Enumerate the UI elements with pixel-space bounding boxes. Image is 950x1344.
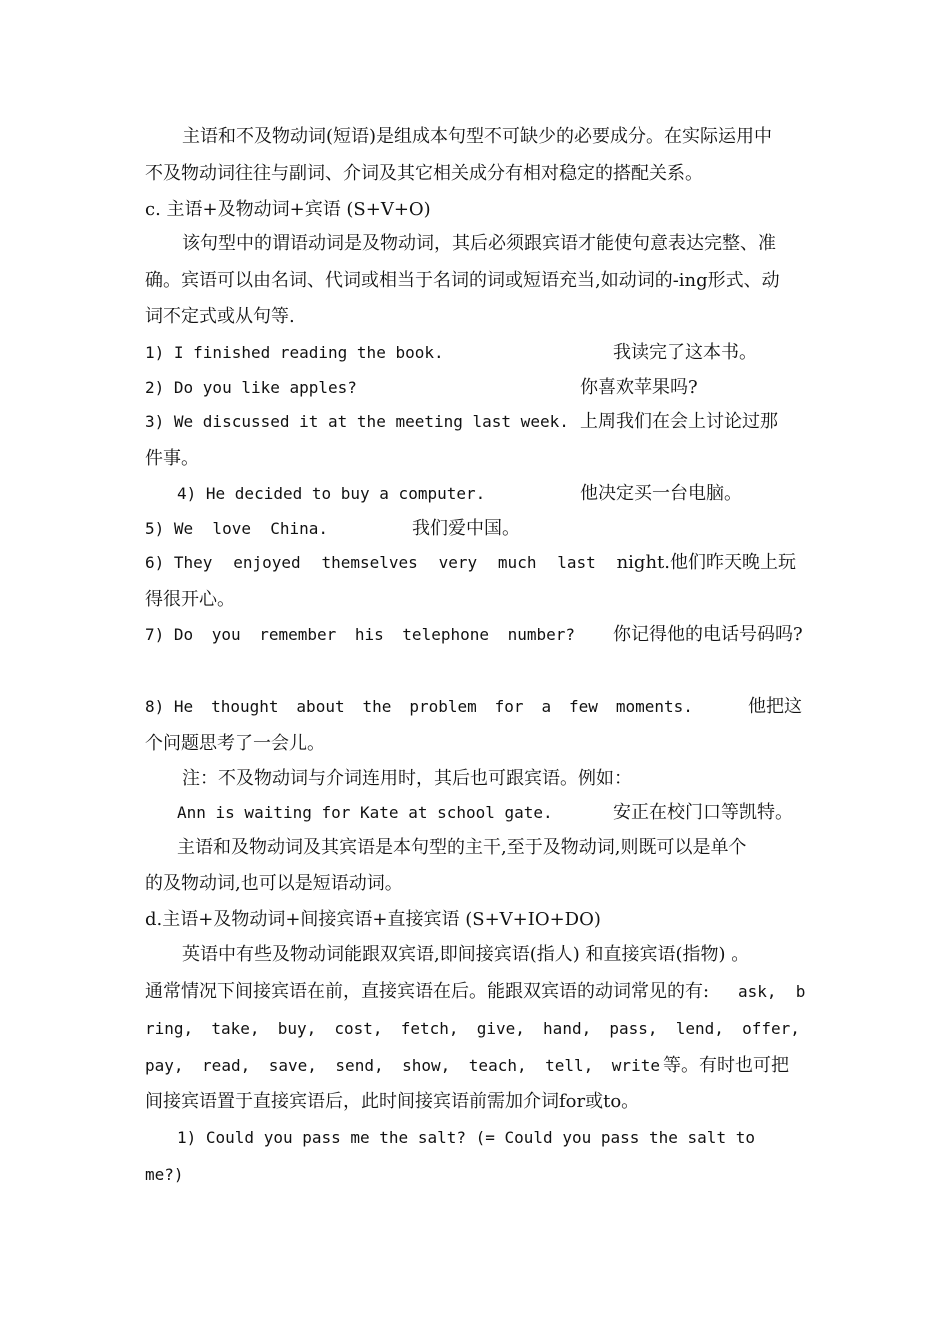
- word: cost,: [334, 1019, 383, 1038]
- text-line: 主语和不及物动词(短语)是组成本句型不可缺少的必要成分。在实际运用中: [182, 126, 773, 147]
- verb-list-line: [0, 1051, 950, 1081]
- example-chinese: 你记得他的电话号码吗?: [613, 624, 803, 645]
- word: lend,: [675, 1019, 724, 1038]
- example-row: [0, 514, 950, 544]
- word: pass,: [609, 1019, 658, 1038]
- heading-text: d.主语+及物动词+间接宾语+直接宾语 (S+V+IO+DO): [145, 909, 601, 930]
- verb-list-justified: [145, 1014, 800, 1044]
- word: offer,: [742, 1019, 800, 1038]
- section-heading-d: [0, 905, 950, 935]
- example-english-cont: me?): [145, 1165, 184, 1184]
- word: last: [557, 553, 596, 572]
- word: you: [211, 625, 241, 644]
- word: teach,: [468, 1056, 527, 1075]
- word: about: [296, 697, 345, 716]
- example-row: [0, 479, 950, 509]
- text-line: 不及物动词往往与副词、介词及其它相关成分有相对稳定的搭配关系。: [145, 163, 703, 184]
- example-row: [0, 692, 950, 722]
- text-line: 确。宾语可以由名词、代词或相当于名词的词或短语充当,如动词的-ing形式、动: [145, 270, 780, 291]
- verb-list-line: [0, 1014, 950, 1044]
- word: buy,: [277, 1019, 317, 1038]
- example-row: [0, 620, 950, 650]
- paragraph-line: [0, 122, 950, 152]
- example-chinese: 安正在校门口等凯特。: [613, 802, 793, 823]
- word: a: [541, 697, 552, 716]
- text-line: 主语和及物动词及其宾语是本句型的主干,至于及物动词,则既可以是单个: [177, 837, 747, 858]
- word: enjoyed: [233, 553, 301, 572]
- example-continuation: [0, 729, 950, 759]
- word: themselves: [321, 553, 418, 572]
- example-continuation: [0, 1160, 950, 1190]
- word: much: [497, 553, 537, 572]
- word: send,: [335, 1056, 384, 1075]
- text-line: 通常情况下间接宾语在前，直接宾语在后。能跟双宾语的动词常见的有:: [145, 981, 710, 1002]
- text-line-english: ask, b: [738, 982, 806, 1001]
- example-english: 2) Do you like apples?: [145, 378, 357, 397]
- paragraph-line: [0, 159, 950, 189]
- paragraph-line: [0, 302, 950, 332]
- example-row: [0, 798, 950, 828]
- word: problem: [409, 697, 477, 716]
- word: take,: [211, 1019, 260, 1038]
- example-row: [0, 338, 950, 368]
- word: remember: [259, 625, 337, 644]
- example-english: Ann is waiting for Kate at school gate.: [177, 803, 553, 822]
- word: give,: [476, 1019, 525, 1038]
- text-line: 间接宾语置于直接宾语后，此时间接宾语前需加介词for或to。: [145, 1091, 640, 1112]
- example-row: [0, 407, 950, 437]
- example-chinese: 你喜欢苹果吗?: [580, 377, 698, 398]
- text-line: 的及物动词,也可以是短语动词。: [145, 873, 403, 894]
- word: hand,: [543, 1019, 592, 1038]
- paragraph-line: [0, 1087, 950, 1117]
- note-text: 注：不及物动词与介词连用时，其后也可跟宾语。例如：: [182, 768, 632, 789]
- example-chinese: 我读完了这本书。: [613, 342, 757, 363]
- example-english: 5) We love China.: [145, 519, 329, 538]
- text-line: 英语中有些及物动词能跟双宾语,即间接宾语(指人) 和直接宾语(指物) 。: [182, 944, 750, 965]
- word: tell,: [545, 1056, 594, 1075]
- word: 7) Do: [145, 625, 194, 644]
- example-english-justified: [145, 620, 575, 650]
- word: pay,: [145, 1056, 184, 1075]
- word: moments.: [615, 697, 693, 716]
- word: show,: [402, 1056, 451, 1075]
- example-english: 1) Could you pass me the salt? (= Could you pass the salt to: [177, 1128, 755, 1147]
- text-line: 等。有时也可把: [663, 1055, 789, 1076]
- note-line: [0, 764, 950, 794]
- example-chinese: 他决定买一台电脑。: [580, 483, 742, 504]
- word: thought: [211, 697, 279, 716]
- word: ring,: [145, 1019, 194, 1038]
- paragraph-line: [0, 229, 950, 259]
- text-line: 词不定式或从句等.: [145, 306, 295, 327]
- word: write: [611, 1056, 660, 1075]
- word: read,: [202, 1056, 251, 1075]
- example-chinese-cont: 个问题思考了一会儿。: [145, 733, 325, 754]
- word: number?: [507, 625, 575, 644]
- word: very: [438, 553, 478, 572]
- example-row: [0, 373, 950, 403]
- paragraph-line: [0, 266, 950, 296]
- word: 8) He: [145, 697, 194, 716]
- paragraph-line: [0, 940, 950, 970]
- example-chinese-cont: 件事。: [145, 448, 199, 469]
- word: for: [494, 697, 524, 716]
- word: save,: [268, 1056, 317, 1075]
- verb-list-justified: [145, 1051, 660, 1081]
- example-english: 1) I finished reading the book.: [145, 343, 444, 362]
- example-chinese-cont: 得很开心。: [145, 589, 235, 610]
- heading-text: c. 主语+及物动词+宾语 (S+V+O): [145, 199, 431, 220]
- example-english: 4) He decided to buy a computer.: [177, 484, 486, 503]
- example-english-justified: [145, 692, 693, 722]
- paragraph-line: [0, 833, 950, 863]
- example-continuation: [0, 444, 950, 474]
- paragraph-line: [0, 869, 950, 899]
- example-english: 3) We discussed it at the meeting last week.: [145, 412, 569, 431]
- word: telephone: [402, 625, 489, 644]
- example-row: [0, 1123, 950, 1153]
- word: few: [569, 697, 598, 716]
- word-mixed: night.他们昨天晚上玩: [616, 552, 796, 573]
- text-line: 该句型中的谓语动词是及物动词，其后必须跟宾语才能使句意表达完整、准: [182, 233, 776, 254]
- example-chinese: 上周我们在会上讨论过那: [580, 411, 778, 432]
- paragraph-line: [0, 977, 950, 1007]
- example-continuation: [0, 585, 950, 615]
- word: 6) They: [145, 553, 213, 572]
- example-chinese: 他把这: [748, 696, 802, 717]
- example-english-justified: [145, 548, 796, 578]
- word: the: [362, 697, 392, 716]
- example-row: [0, 548, 950, 578]
- example-chinese: 我们爱中国。: [412, 518, 520, 539]
- word: fetch,: [400, 1019, 459, 1038]
- word: his: [354, 625, 384, 644]
- section-heading-c: [0, 195, 950, 225]
